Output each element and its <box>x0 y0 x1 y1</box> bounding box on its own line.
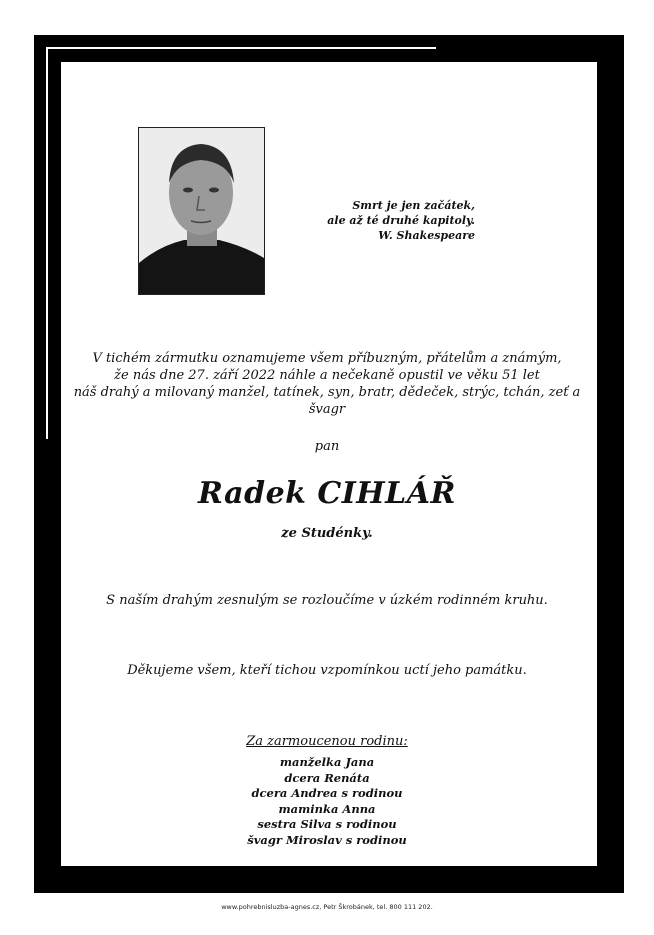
announcement-line-3: náš drahý a milovaný manžel, tatínek, syn, bratr, dědeček, strýc, tchán, zeť a švagr <box>73 385 581 417</box>
deceased-origin: ze Studénky. <box>281 526 373 541</box>
farewell-text: S naším drahým zesnulým se rozloučíme v úzkém rodinném kruhu. <box>106 593 548 608</box>
frame-inner-horizontal-line <box>46 47 436 49</box>
signature-name: manželka Jana <box>279 755 375 769</box>
announcement-text <box>70 350 584 418</box>
title-word: pan <box>314 439 340 454</box>
signatures-header: Za zarmoucenou rodinu: <box>246 734 408 749</box>
announcement-line-2: že nás dne 27. září 2022 náhle a nečekaně opustil ve věku 51 let <box>114 368 540 383</box>
frame-inner-vertical-line <box>46 47 48 439</box>
quote-block <box>290 198 475 243</box>
thanks-text: Děkujeme všem, kteří tichou vzpomínkou uctí jeho památku. <box>127 663 527 678</box>
frame-bottom-bar <box>34 866 624 893</box>
deceased-name: Radek CIHLÁŘ <box>198 476 456 511</box>
portrait-photo-icon <box>139 128 264 294</box>
signature-name: švagr Miroslav s rodinou <box>247 832 407 847</box>
quote-author: W. Shakespeare <box>378 229 475 242</box>
announcement-line-1: V tichém zármutku oznamujeme všem příbuzným, přátelům a známým, <box>92 351 562 366</box>
signature-name: maminka Anna <box>278 801 376 816</box>
signature-name: dcera Andrea s rodinou <box>251 786 403 800</box>
signature-name: sestra Silva s rodinou <box>257 817 397 831</box>
signatures-list <box>70 755 584 848</box>
signature-name: dcera Renáta <box>284 770 370 785</box>
footer-credit: www.pohrebnisluzba-agnes.cz, Petr Škrobánek, tel. 800 111 202. <box>221 903 433 911</box>
frame-right-bar <box>597 35 624 893</box>
quote-line-2: ale až té druhé kapitoly. <box>327 214 475 227</box>
portrait-photo <box>138 127 265 295</box>
quote-line-1: Smrt je jen začátek, <box>352 199 475 212</box>
